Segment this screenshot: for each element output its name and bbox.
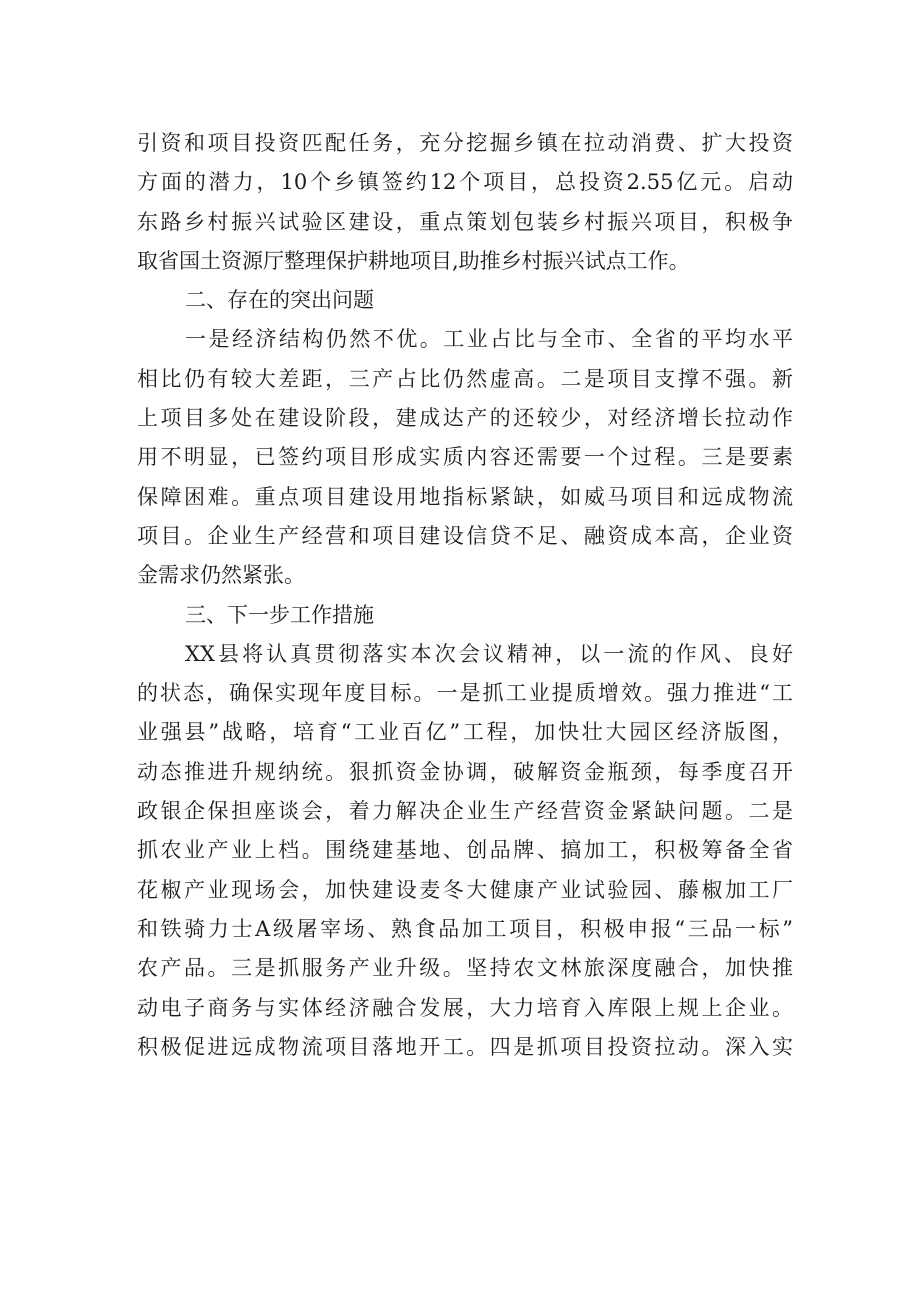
text-line: 项目。企业生产经营和项目建设信贷不足、融资成本高，企业资 [137, 523, 793, 548]
text-line: 业强县”战略，培育“工业百亿”工程，加快壮大园区经济版图， [137, 720, 793, 745]
text-line: 保障困难。重点项目建设用地指标紧缺，如威马项目和远成物流 [137, 484, 793, 509]
paragraph [137, 124, 793, 281]
text-line: 相比仍有较大差距，三产占比仍然虚高。二是项目支撑不强。新 [137, 366, 793, 391]
heading-text: 二、存在的突出问题 [185, 288, 374, 313]
text-line: 一是经济结构仍然不优。工业占比与全市、全省的平均水平 [185, 327, 793, 352]
text-line: 上项目多处在建设阶段，建成达产的还较少，对经济增长拉动作 [137, 406, 793, 431]
text-line: 农产品。三是抓服务产业升级。坚持农文林旅深度融合，加快推 [137, 956, 793, 981]
text-line: 动态推进升规纳统。狠抓资金协调，破解资金瓶颈，每季度召开 [137, 759, 793, 784]
text-line: 积极促进远成物流项目落地开工。四是抓项目投资拉动。深入实 [137, 1034, 793, 1059]
section-heading [137, 596, 793, 635]
text-line: XX县将认真贯彻落实本次会议精神，以一流的作风、良好 [185, 641, 793, 666]
paragraph [137, 320, 793, 595]
text-line: 引资和项目投资匹配任务，充分挖掘乡镇在拉动消费、扩大投资 [137, 131, 793, 155]
text-line: 东路乡村振兴试验区建设，重点策划包装乡村振兴项目，积极争 [137, 209, 793, 234]
text-line: 取省国土资源厅整理保护耕地项目,助推乡村振兴试点工作。 [137, 248, 690, 273]
text-line: 动电子商务与实体经济融合发展，大力培育入库限上规上企业。 [137, 995, 793, 1020]
document-body [137, 124, 793, 1067]
section-heading [137, 281, 793, 320]
text-line: 政银企保担座谈会，着力解决企业生产经营资金紧缺问题。二是 [137, 799, 793, 824]
text-line: 用不明显，已签约项目形成实质内容还需要一个过程。三是要素 [137, 445, 793, 470]
text-line: 金需求仍然紧张。 [137, 563, 305, 588]
text-line: 花椒产业现场会，加快建设麦冬大健康产业试验园、藤椒加工厂 [137, 877, 793, 902]
text-line: 方面的潜力，10个乡镇签约12个项目，总投资2.55亿元。启动 [137, 170, 793, 195]
text-line: 抓农业产业上档。围绕建基地、创品牌、搞加工，积极筹备全省 [137, 838, 793, 863]
text-line: 的状态，确保实现年度目标。一是抓工业提质增效。强力推进“工 [137, 681, 793, 706]
paragraph [137, 635, 793, 1067]
heading-text: 三、下一步工作措施 [185, 602, 374, 627]
text-line: 和铁骑力士A级屠宰场、熟食品加工项目，积极申报“三品一标” [137, 916, 793, 941]
